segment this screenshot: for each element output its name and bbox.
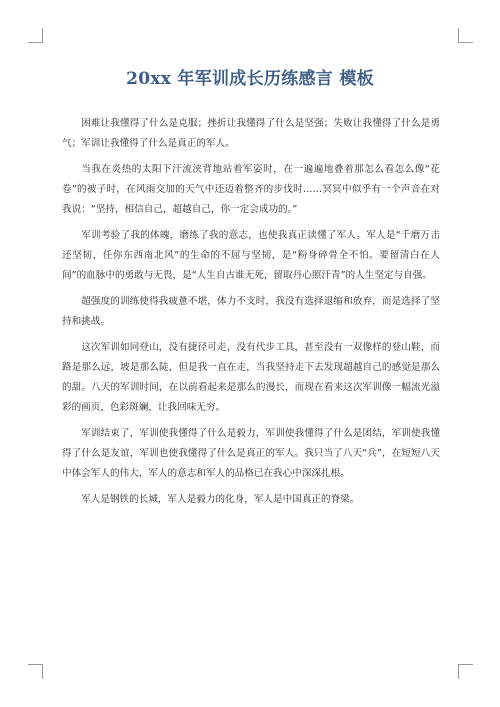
paragraph: 军训考验了我的体魄，磨练了我的意志，也使我真正读懂了军人。军人是“千磨万击还坚韧，任你东西南北风”的生命的不屈与坚韧，是“粉身碎骨全不怕。要留清白在人间”的血脉中的勇敢与无畏，是“人生自古谁无死，留取丹心照汗青”的人生坚定与自强。 xyxy=(62,230,440,281)
document-title: 20xx 年军训成长历练感言 模板 xyxy=(126,69,374,89)
paragraph: 军人是钢铁的长城，军人是毅力的化身，军人是中国真正的脊梁。 xyxy=(81,494,360,505)
page-corner-mark-top-right xyxy=(458,28,473,43)
document-body xyxy=(62,114,440,516)
paragraph: 困难让我懂得了什么是克服；挫折让我懂得了什么是坚强；失败让我懂得了什么是勇气；军训让我懂得了什么是真正的军人。 xyxy=(62,118,440,149)
paragraph: 这次军训如同登山，没有捷径可走，没有代步工具，甚至没有一双像样的登山鞋，而路是那么远，坡是那么陡，但是我一直在走，当我坚持走下去发现超越自己的感觉是那么的甜。八天的军训时间，在以前看起来是那么的漫长，而现在看来这次军训像一幅流光溢彩的画页，色彩斑斓，让我回味无穷。 xyxy=(62,342,440,413)
page-corner-mark-bottom-right xyxy=(458,664,473,679)
paragraph: 超强度的训练使得我疲惫不堪，体力不支时，我没有选择退缩和放弃，而是选择了坚持和挑战。 xyxy=(62,296,440,327)
page-corner-mark-top-left xyxy=(28,28,43,43)
paragraph: 军训结束了，军训使我懂得了什么是毅力，军训使我懂得了什么是团结，军训使我懂得了什么是友谊，军训也使我懂得了什么是真正的军人。我只当了八天“兵”，在短短八天中体会军人的伟大，军人的意志和军人的品格已在我心中深深扎根。 xyxy=(62,428,440,479)
page-corner-mark-bottom-left xyxy=(28,664,43,679)
paragraph: 当我在炎热的太阳下汗流浃背地站着军姿时，在一遍遍地叠着那怎么看怎么像“花卷”的被子时，在风雨交加的天气中还迈着整齐的步伐时……冥冥中似乎有一个声音在对我说：“坚持，相信自己，超越自己，你一定会成功的。” xyxy=(62,164,440,215)
